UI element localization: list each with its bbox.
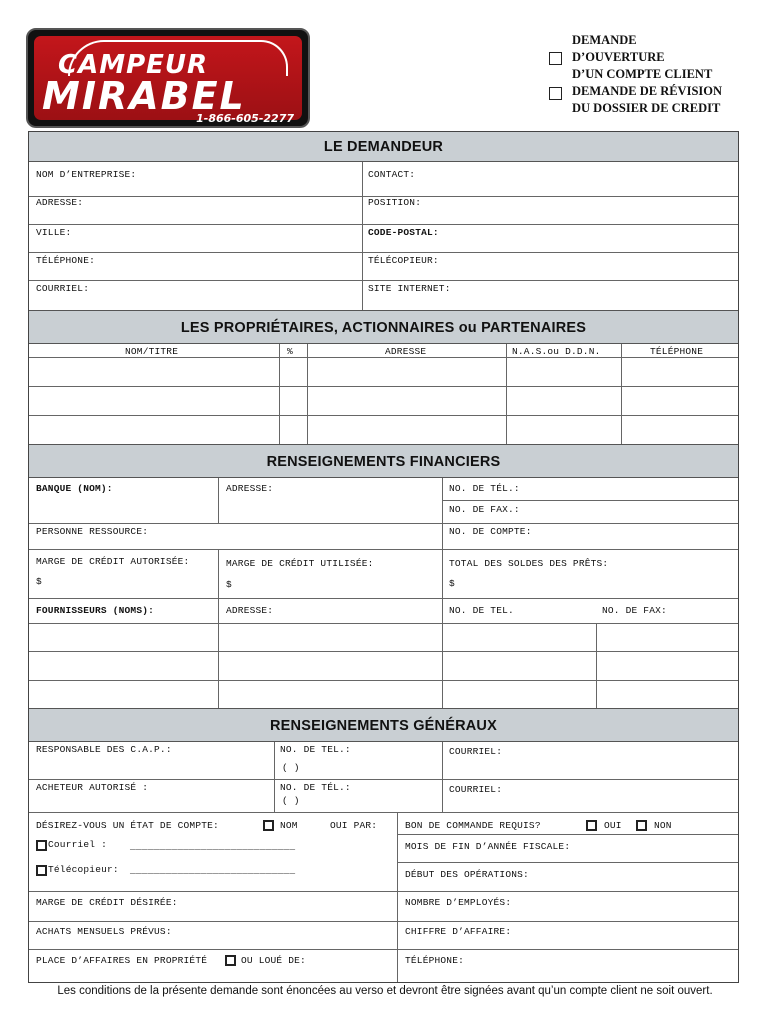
- po-yes-label: OUI: [604, 820, 622, 831]
- premises-owned-checkbox[interactable]: [225, 955, 236, 966]
- col-sin-dob: N.A.S.ou D.D.N.: [512, 346, 601, 357]
- statement-email-checkbox[interactable]: [36, 840, 47, 851]
- col-name-title: NOM/TITRE: [125, 346, 179, 357]
- logo-phone: 1-866-605-2277: [196, 112, 294, 125]
- footer-conditions: Les conditions de la présente demande sont énoncées au verso et devront être signées avant qu’un compte client ne soit ouvert.: [57, 985, 713, 997]
- revision-request-label: DEMANDE DE RÉVISION DU DOSSIER DE CREDIT: [572, 84, 723, 115]
- po-required-question: BON DE COMMANDE REQUIS?: [405, 820, 541, 831]
- field-operations-start[interactable]: DÉBUT DES OPÉRATIONS:: [405, 869, 529, 880]
- field-bank-fax[interactable]: NO. DE FAX.:: [449, 504, 520, 515]
- field-city[interactable]: VILLE:: [36, 227, 72, 238]
- field-ap-phone[interactable]: NO. DE TEL.:: [280, 744, 351, 755]
- statement-no-checkbox[interactable]: [263, 820, 274, 831]
- field-credit-desired[interactable]: MARGE DE CRÉDIT DÉSIRÉE:: [36, 897, 178, 908]
- field-premises-owned: PLACE D’AFFAIRES EN PROPRIÉTÉ: [36, 955, 208, 966]
- field-bank-name[interactable]: BANQUE (NOM):: [36, 483, 113, 494]
- logo-line1: CAMPEUR: [58, 50, 209, 80]
- field-postal-code[interactable]: CODE-POSTAL:: [368, 227, 439, 238]
- dollar-sign: $: [226, 579, 232, 590]
- phone-parens: ( ): [282, 762, 300, 773]
- field-authorized-buyer[interactable]: ACHETEUR AUTORISÉ :: [36, 782, 149, 793]
- statement-email-label: Courriel :: [48, 839, 108, 850]
- field-revenue[interactable]: CHIFFRE D’AFFAIRE:: [405, 926, 512, 937]
- field-monthly-purchases[interactable]: ACHATS MENSUELS PRÉVUS:: [36, 926, 172, 937]
- po-no-label: NON: [654, 820, 672, 831]
- field-bank-phone[interactable]: NO. DE TÉL.:: [449, 483, 520, 494]
- field-account-number[interactable]: NO. DE COMPTE:: [449, 526, 532, 537]
- field-bank-address[interactable]: ADRESSE:: [226, 483, 274, 494]
- field-supplier-fax[interactable]: NO. DE FAX:: [602, 605, 667, 616]
- po-no-checkbox[interactable]: [636, 820, 647, 831]
- company-logo: [26, 28, 310, 128]
- col-phone: TÉLÉPHONE: [650, 346, 704, 357]
- col-address: ADRESSE: [385, 346, 427, 357]
- field-supplier-phone[interactable]: NO. DE TEL.: [449, 605, 514, 616]
- field-contact[interactable]: CONTACT:: [368, 169, 416, 180]
- dollar-sign: $: [36, 576, 42, 587]
- field-premises-rented[interactable]: OU LOUÉ DE:: [241, 955, 306, 966]
- section-title-generaux: RENSEIGNEMENTS GÉNÉRAUX: [29, 708, 738, 742]
- statement-fax-label: Télécopieur:: [48, 864, 119, 875]
- po-yes-checkbox[interactable]: [586, 820, 597, 831]
- statement-question: DÉSIREZ-VOUS UN ÉTAT DE COMPTE:: [36, 820, 219, 831]
- col-percent: %: [287, 346, 293, 357]
- section-title-demandeur: LE DEMANDEUR: [29, 132, 738, 162]
- field-supplier-address[interactable]: ADRESSE:: [226, 605, 274, 616]
- field-credit-used[interactable]: MARGE DE CRÉDIT UTILISÉE:: [226, 558, 374, 569]
- field-suppliers[interactable]: FOURNISSEURS (NOMS):: [36, 605, 155, 616]
- section-title-proprietaires: LES PROPRIÉTAIRES, ACTIONNAIRES ou PARTENAIRES: [29, 310, 738, 344]
- section-title-financiers: RENSEIGNEMENTS FINANCIERS: [29, 444, 738, 478]
- field-contact-person[interactable]: PERSONNE RESSOURCE:: [36, 526, 149, 537]
- field-buyer-email[interactable]: COURRIEL:: [449, 784, 503, 795]
- phone-parens: ( ): [282, 795, 300, 806]
- field-company-name[interactable]: NOM D’ENTREPRISE:: [36, 169, 137, 180]
- field-ap-manager[interactable]: RESPONSABLE DES C.A.P.:: [36, 744, 172, 755]
- field-phone[interactable]: TÉLÉPHONE:: [36, 255, 96, 266]
- field-fiscal-year-end[interactable]: MOIS DE FIN D’ANNÉE FISCALE:: [405, 841, 571, 852]
- field-landlord-phone[interactable]: TÉLÉPHONE:: [405, 955, 465, 966]
- field-credit-authorized[interactable]: MARGE DE CRÉDIT AUTORISÉE:: [36, 556, 190, 567]
- opening-request-checkbox[interactable]: [549, 52, 562, 65]
- credit-form: [28, 131, 739, 983]
- dollar-sign: $: [449, 578, 455, 589]
- field-fax[interactable]: TÉLÉCOPIEUR:: [368, 255, 439, 266]
- logo-line2: MIRABEL: [42, 74, 246, 118]
- statement-fax-line[interactable]: ____________________________: [130, 865, 296, 876]
- revision-request-checkbox[interactable]: [549, 87, 562, 100]
- statement-fax-checkbox[interactable]: [36, 865, 47, 876]
- field-website[interactable]: SITE INTERNET:: [368, 283, 451, 294]
- field-loan-balance[interactable]: TOTAL DES SOLDES DES PRÊTS:: [449, 558, 609, 569]
- statement-no-label: NOM: [280, 820, 298, 831]
- statement-yes-by-label: OUI PAR:: [330, 820, 378, 831]
- field-buyer-phone[interactable]: NO. DE TÉL.:: [280, 782, 351, 793]
- field-ap-email[interactable]: COURRIEL:: [449, 746, 503, 757]
- statement-email-line[interactable]: ____________________________: [130, 841, 296, 852]
- field-employee-count[interactable]: NOMBRE D’EMPLOYÉS:: [405, 897, 512, 908]
- field-position[interactable]: POSITION:: [368, 197, 422, 208]
- field-address[interactable]: ADRESSE:: [36, 197, 84, 208]
- opening-request-label: DEMANDE D’OUVERTURE D’UN COMPTE CLIENT: [572, 33, 713, 81]
- field-email[interactable]: COURRIEL:: [36, 283, 90, 294]
